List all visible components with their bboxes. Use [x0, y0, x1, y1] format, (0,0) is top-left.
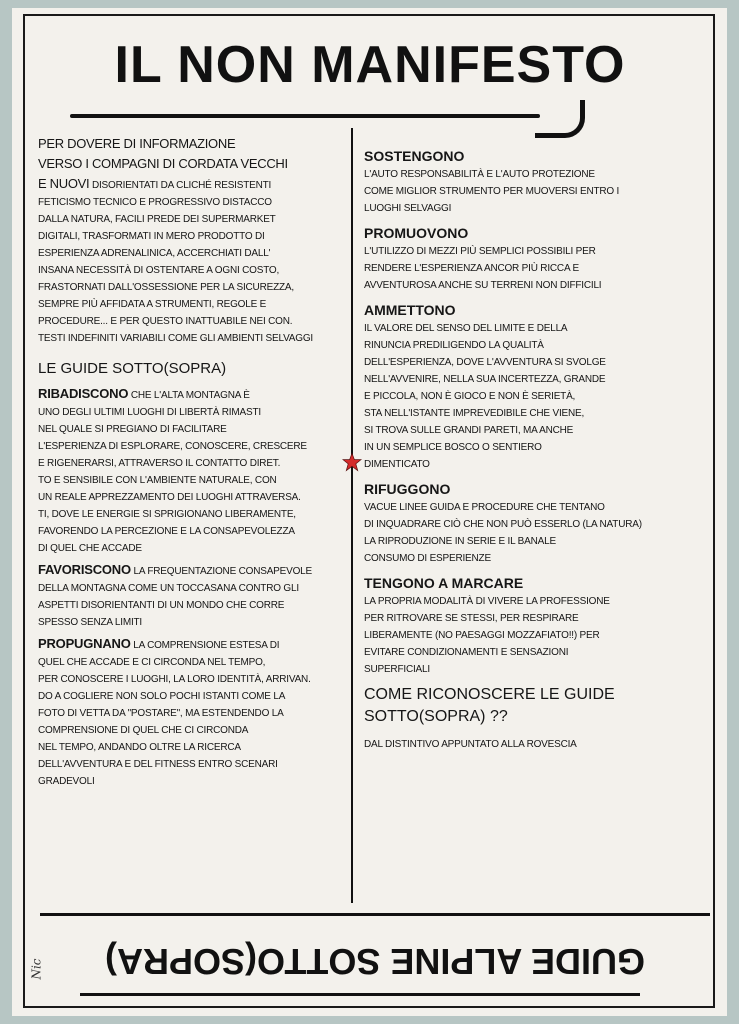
section-line: E PICCOLA, NON È GIOCO E NON È SERIETÀ,	[364, 391, 576, 402]
section-line: COMPRENSIONE DI QUEL CHE CI CIRCONDA	[38, 725, 249, 736]
section-line: EVITARE CONDIZIONAMENTI E SENSAZIONI	[364, 647, 569, 658]
section-heading: RIFUGGONO	[364, 481, 451, 497]
intro-line: PROCEDURE... E PER QUESTO INATTUABILE NEI CON.	[38, 316, 293, 327]
section-line: LA PROPRIA MODALITÀ DI VIVERE LA PROFESSIONE	[364, 596, 610, 607]
section-line: NELL'AVVENIRE, NELLA SUA INCERTEZZA, GRANDE	[364, 374, 606, 385]
section-first-line	[38, 385, 338, 404]
section-line: PER RITROVARE SE STESSI, PER RESPIRARE	[364, 613, 579, 624]
section-line: FAVORENDO LA PERCEZIONE E LA CONSAPEVOLEZZA	[38, 526, 295, 537]
section-line: CONSUMO DI ESPERIENZE	[364, 553, 491, 564]
upside-down-footer	[40, 918, 710, 998]
intro-text: DISORIENTATI DA CLICHÉ RESISTENTI	[91, 180, 272, 191]
intro-line: ESPERIENZA ADRENALINICA, ACCERCHIATI DALL'	[38, 248, 271, 259]
right-column	[364, 140, 706, 753]
intro-line: TESTI INDEFINITI VARIABILI COME GLI AMBIENTI SELVAGGI	[38, 333, 314, 344]
section-heading: FAVORISCONO	[38, 562, 131, 577]
section-line: DI QUEL CHE ACCADE	[38, 543, 142, 554]
section-line: AVVENTUROSA ANCHE SU TERRENI NON DIFFICILI	[364, 280, 602, 291]
section-text: CHE L'ALTA MONTAGNA È	[130, 390, 250, 401]
section-line: DI INQUADRARE CIÒ CHE NON PUÒ ESSERLO (LA NATURA)	[364, 519, 642, 530]
intro-heading-line: PER DOVERE DI INFORMAZIONE	[38, 136, 236, 151]
section-line: UN REALE APPREZZAMENTO DEI LUOGHI ATTRAVERSA.	[38, 492, 301, 503]
footer-underline	[80, 993, 640, 996]
section-line: IN UN SEMPLICE BOSCO O SENTIERO	[364, 442, 542, 453]
intro-heading-line: E NUOVI	[38, 176, 90, 191]
section-line: E RIGENERARSI, ATTRAVERSO IL CONTATTO DIRET.	[38, 458, 281, 469]
artist-signature: Nic	[29, 958, 44, 980]
section-line: ASPETTI DISORIENTANTI DI UN MONDO CHE CORRE	[38, 600, 285, 611]
section-heading: TENGONO A MARCARE	[364, 575, 524, 591]
answer-line: DAL DISTINTIVO APPUNTATO ALLA ROVESCIA	[364, 739, 577, 750]
section-line: SI TROVA SULLE GRANDI PARETI, MA ANCHE	[364, 425, 574, 436]
section-heading: AMMETTONO	[364, 302, 456, 318]
section-line: VACUE LINEE GUIDA E PROCEDURE CHE TENTANO	[364, 502, 605, 513]
section-first-line	[38, 561, 338, 580]
section-line: NEL TEMPO, ANDANDO OLTRE LA RICERCA	[38, 742, 241, 753]
left-column	[38, 134, 338, 790]
intro-line: DALLA NATURA, FACILI PREDE DEI SUPERMARKET	[38, 214, 276, 225]
intro-line: INSANA NECESSITÀ DI OSTENTARE A OGNI COSTO,	[38, 265, 280, 276]
section-line: DIMENTICATO	[364, 459, 430, 470]
section-line: NEL QUALE SI PREGIANO DI FACILITARE	[38, 424, 227, 435]
section-line: DELL'ESPERIENZA, DOVE L'AVVENTURA SI SVOLGE	[364, 357, 606, 368]
title-underline	[70, 114, 540, 118]
section-line: RINUNCIA PREDILIGENDO LA QUALITÀ	[364, 340, 544, 351]
section-text: LA FREQUENTAZIONE CONSAPEVOLE	[133, 566, 313, 577]
intro-line: DIGITALI, TRASFORMATI IN MERO PRODOTTO DI	[38, 231, 265, 242]
footer-divider	[40, 913, 710, 916]
section-line: IL VALORE DEL SENSO DEL LIMITE E DELLA	[364, 323, 568, 334]
red-star-icon	[342, 452, 362, 472]
question-heading: COME RICONOSCERE LE GUIDE	[364, 686, 615, 703]
section-line: SUPERFICIALI	[364, 664, 430, 675]
section-line: LUOGHI SELVAGGI	[364, 203, 452, 214]
section-line: TO E SENSIBILE CON L'AMBIENTE NATURALE, CON	[38, 475, 277, 486]
title-underline-hook	[535, 100, 585, 138]
section-first-line	[38, 635, 338, 654]
section-line: TI, DOVE LE ENERGIE SI SPRIGIONANO LIBERAMENTE,	[38, 509, 296, 520]
section-line: QUEL CHE ACCADE E CI CIRCONDA NEL TEMPO,	[38, 657, 266, 668]
section-line: STA NELL'ISTANTE IMPREVEDIBILE CHE VIENE,	[364, 408, 585, 419]
section-line: COME MIGLIOR STRUMENTO PER MUOVERSI ENTRO I	[364, 186, 620, 197]
intro-line: FRASTORNATI DALL'OSSESSIONE PER LA SICUREZZA,	[38, 282, 294, 293]
section-line: L'ESPERIENZA DI ESPLORARE, CONOSCERE, CRESCERE	[38, 441, 307, 452]
section-line: SPESSO SENZA LIMITI	[38, 617, 143, 628]
section-line: DELLA MONTAGNA COME UN TOCCASANA CONTRO GLI	[38, 583, 299, 594]
column-divider	[351, 128, 353, 903]
section-line: GRADEVOLI	[38, 776, 95, 787]
section-line: DELL'AVVENTURA E DEL FITNESS ENTRO SCENARI	[38, 759, 278, 770]
page-title: IL NON MANIFESTO	[114, 36, 626, 94]
section-line: FOTO DI VETTA DA "POSTARE", MA ESTENDENDO LA	[38, 708, 284, 719]
upside-down-slogan: GUIDE ALPINE SOTTO(SOPRA)	[104, 941, 646, 982]
intro-line: SEMPRE PIÙ AFFIDATA A STRUMENTI, REGOLE E	[38, 299, 267, 310]
section-line: LIBERAMENTE (NO PAESAGGI MOZZAFIATO!!) PER	[364, 630, 600, 641]
question-heading: SOTTO(SOPRA) ??	[364, 708, 508, 725]
section-line: DO A COGLIERE NON SOLO POCHI ISTANTI COME LA	[38, 691, 286, 702]
section-line: UNO DEGLI ULTIMI LUOGHI DI LIBERTÀ RIMASTI	[38, 407, 261, 418]
section-line: L'UTILIZZO DI MEZZI PIÙ SEMPLICI POSSIBILI PER	[364, 246, 596, 257]
section-line: L'AUTO RESPONSABILITÀ E L'AUTO PROTEZIONE	[364, 169, 595, 180]
intro-line	[38, 174, 338, 194]
section-text: LA COMPRENSIONE ESTESA DI	[133, 640, 280, 651]
section-subtitle: LE GUIDE SOTTO(SOPRA)	[38, 360, 227, 377]
section-line: RENDERE L'ESPERIENZA ANCOR PIÙ RICCA E	[364, 263, 579, 274]
section-line: LA RIPRODUZIONE IN SERIE E IL BANALE	[364, 536, 556, 547]
section-heading: PROPUGNANO	[38, 636, 131, 651]
section-line: PER CONOSCERE I LUOGHI, LA LORO IDENTITÀ, ARRIVAN.	[38, 674, 311, 685]
section-heading: PROMUOVONO	[364, 225, 469, 241]
intro-line: FETICISMO TECNICO E PROGRESSIVO DISTACCO	[38, 197, 272, 208]
section-heading: RIBADISCONO	[38, 386, 129, 401]
intro-heading-line: VERSO I COMPAGNI DI CORDATA VECCHI	[38, 156, 288, 171]
section-heading: SOSTENGONO	[364, 148, 465, 164]
